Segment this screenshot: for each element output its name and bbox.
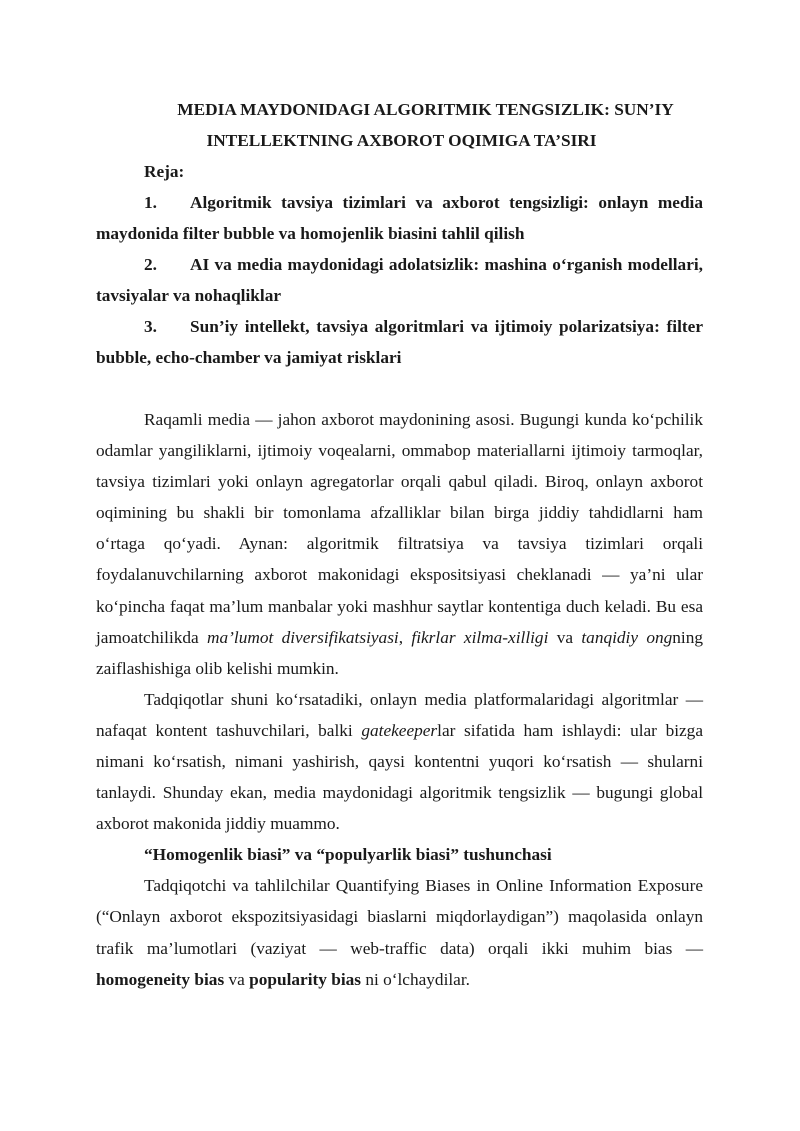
- document-title: [96, 94, 703, 156]
- plan-item-text: Algoritmik tavsiya tizimlari va axborot tengsizligi: onlayn media maydonida filter bubble va homojenlik biasini tahlil qilish: [96, 193, 703, 243]
- italic-run: fikrlar xilma-xilligi: [411, 627, 549, 647]
- plan-item-number: 3.: [144, 317, 157, 336]
- text-run: ,: [398, 627, 412, 647]
- text-run: ning zaiflashishiga olib kelishi mumkin.: [96, 627, 704, 678]
- plan-item-text: AI va media maydonidagi adolatsizlik: mashina o‘rganish modellari, tavsiyalar va nohaqliklar: [96, 255, 703, 305]
- text-run: Tadqiqotlar shuni ko‘rsatadiki, onlayn media platformalaridagi algoritmlar — nafaqat kontent tashuvchilari, balki: [96, 689, 703, 740]
- text-run: Tadqiqotchi va tahlilchilar Quantifying Biases in Online Information Exposure (“Onlayn axborot ekspozitsiyasidagi biaslarni miqdorlaydigan”) maqolasida onlayn trafik ma’lumotlari (vaziyat — web-traffic data) orqali ikki muhim bias —: [96, 876, 703, 958]
- section-heading: “Homogenlik biasi” va “populyarlik biasi” tushunchasi: [144, 845, 552, 865]
- plan-label: Reja:: [144, 162, 185, 181]
- text-run: Raqamli media — jahon axborot maydonining asosi. Bugungi kunda ko‘pchilik odamlar yangiliklarni, ijtimoiy voqealarni, ommabop materiallarni ijtimoiy tarmoqlar, tavsiya tizimlari yoki onlayn agregatorlar orqali qabul qiladi. Biroq, onlayn axborot oqimining bu shakli bir tomonlama afzalliklar bilan birga jiddiy tahdidlarni ham o‘rtaga qo‘yadi. Aynan: algoritmik filtratsiya va tavsiya tizimlari orqali foydalanuvchilarning axborot makonidagi ekspositsiyasi cheklanadi — ya’ni ular ko‘pincha faqat ma’lum manbalar yoki mashhur saytlar kontentiga duch keladi. Bu esa jamoatchilikda: [96, 410, 703, 647]
- italic-run: ma’lumot diversifikatsiyasi: [207, 627, 399, 647]
- text-run: va: [548, 627, 582, 647]
- text-run: ni o‘lchaydilar.: [361, 969, 470, 989]
- plan-item-text: Sun’iy intellekt, tavsiya algoritmlari va ijtimoiy polarizatsiya: filter bubble, echo-chamber va jamiyat risklari: [96, 317, 703, 367]
- title-line-2: INTELLEKTNING AXBOROT OQIMIGA TA’SIRI: [206, 131, 597, 150]
- blank-line: [96, 373, 703, 404]
- bold-run: popularity bias: [249, 969, 362, 989]
- plan-item-number: 1.: [144, 193, 157, 212]
- plan-item-2: [96, 249, 703, 311]
- plan-item-number: 2.: [144, 255, 157, 274]
- text-run: va: [224, 969, 250, 989]
- italic-run: gatekeeper: [361, 720, 438, 740]
- italic-run: tanqidiy ong: [581, 627, 673, 647]
- paragraph-2: [96, 684, 703, 839]
- paragraph-1: [96, 404, 703, 684]
- plan-item-3: [96, 311, 703, 373]
- document-page: [96, 94, 703, 995]
- title-line-1: MEDIA MAYDONIDAGI ALGORITMIK TENGSIZLIK: SUN’IY: [177, 100, 674, 119]
- paragraph-3: [96, 870, 703, 994]
- text-run: lar sifatida ham ishlaydi: ular bizga nimani ko‘rsatish, nimani yashirish, qaysi kontentni yuqori ko‘rsatish — shularni tanlaydi. Shunday ekan, media maydonidagi algoritmik tengsizlik — bugungi global axborot makonida jiddiy muammo.: [96, 720, 703, 834]
- plan-item-1: [96, 187, 703, 249]
- bold-run: homogeneity bias: [96, 969, 225, 989]
